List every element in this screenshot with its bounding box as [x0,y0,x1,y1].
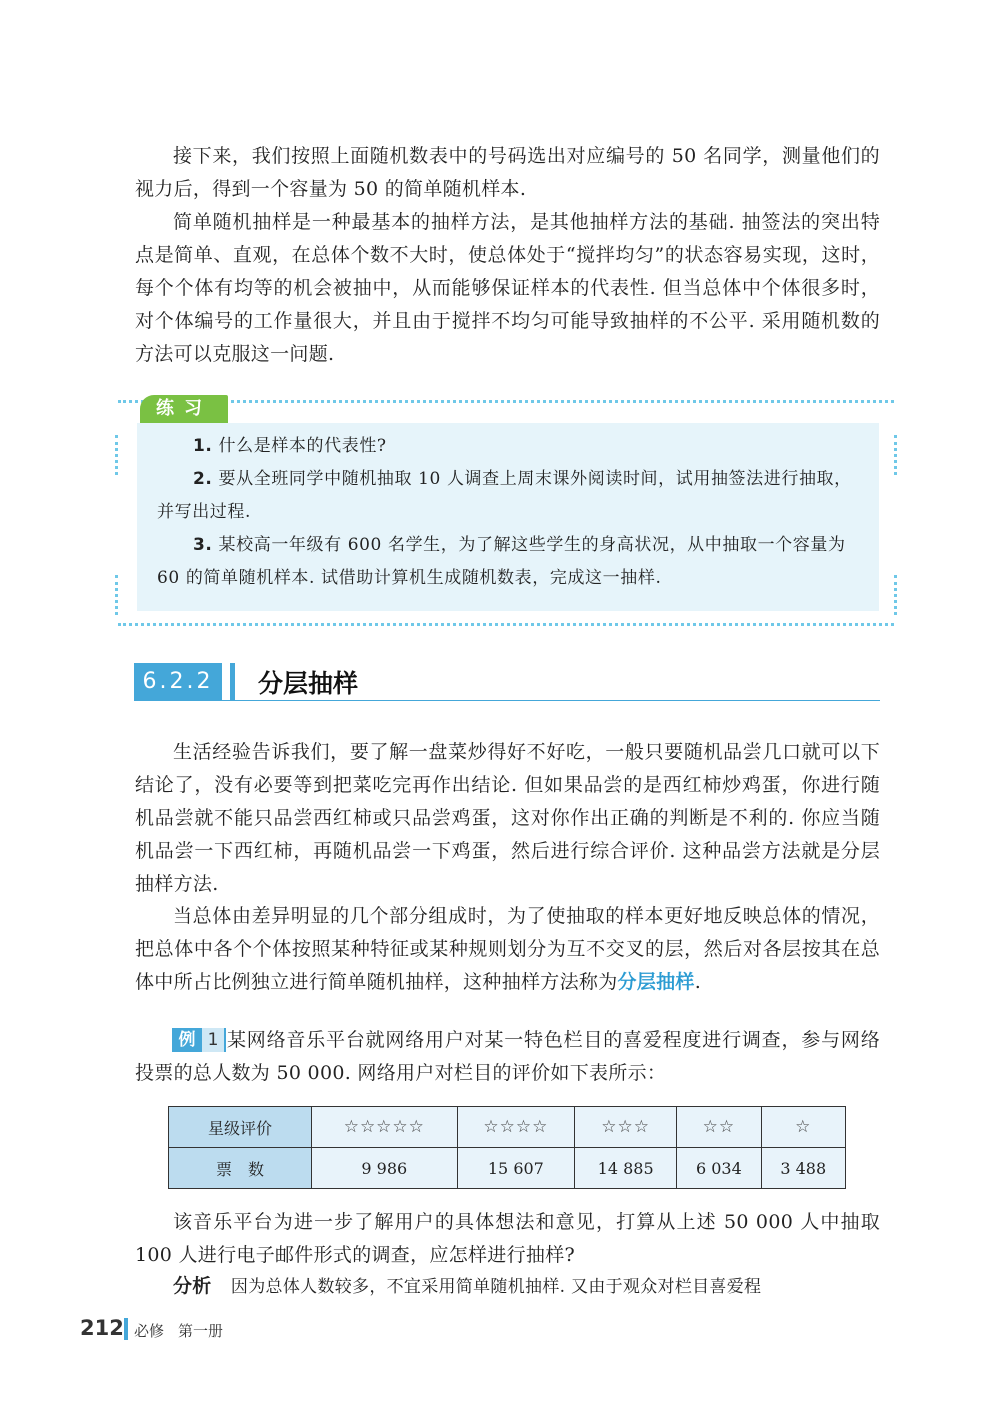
keyword-stratified-sampling: 分层抽样 [617,971,695,993]
section-underline [134,700,880,701]
table-cell-votes: 3 488 [761,1148,845,1189]
table-cell-votes: 15 607 [457,1148,575,1189]
table-row-votes [169,1148,846,1189]
table-cell-stars: ☆☆☆☆ [457,1107,575,1148]
exercise-tag: 练习 [140,395,228,423]
paragraph-analysis: 分析 因为总体人数较多，不宜采用简单随机抽样. 又由于观众对栏目喜爱程 [173,1275,762,1297]
rating-table [168,1106,846,1189]
exercise-item-1: 1. 什么是样本的代表性? [193,436,387,456]
table-header-votes: 票 数 [169,1148,312,1189]
exercise-item-3: 3. 某校高一年级有 600 名学生，为了解这些学生的身高状况，从中抽取一个容量为 60 的简单随机样本. 试借助计算机生成随机数表，完成这一抽样. [157,535,846,588]
section-divider [230,663,235,701]
footer-book: 必修 [134,1322,165,1340]
table-cell-stars: ☆ [761,1107,845,1148]
exercise-item-2: 2. 要从全班同学中随机抽取 10 人调查上周末课外阅读时间，试用抽签法进行抽取，并写出过程. [157,469,852,522]
paragraph-question: 该音乐平台为进一步了解用户的具体想法和意见，打算从上述 50 000 人中抽取 100 人进行电子邮件形式的调查，应怎样进行抽样? [135,1211,880,1266]
table-row-stars [169,1107,846,1148]
table-cell-stars: ☆☆☆☆☆ [312,1107,458,1148]
table-header-rating: 星级评价 [169,1107,312,1148]
paragraph-tasting-analogy: 生活经验告诉我们，要了解一盘菜炒得好不好吃，一般只要随机品尝几口就可以下结论了，没有必要等到把菜吃完再作出结论. 但如果品尝的是西红柿炒鸡蛋，你进行随机品尝就不能只品尝西红柿或只品尝鸡蛋，这对你作出正确的判断是不利的. 你应当随机品尝一下西红柿，再随机品尝一下鸡蛋，然后进行综合评价. 这种品尝方法就是分层抽样方法. [135,741,880,895]
analysis-label: 分析 [173,1275,212,1297]
paragraph-intro: 接下来，我们按照上面随机数表中的号码选出对应编号的 50 名同学，测量他们的视力后，得到一个容量为 50 的简单随机样本. [135,145,880,200]
footer-volume: 第一册 [178,1322,224,1340]
section-title: 分层抽样 [258,669,359,698]
table-cell-votes: 14 885 [575,1148,677,1189]
paragraph-simple-random-sampling: 简单随机抽样是一种最基本的抽样方法，是其他抽样方法的基础. 抽签法的突出特点是简单、直观，在总体个数不大时，使总体处于“搅拌均匀”的状态容易实现，这时，每个个体有均等的机会被抽中，从而能够保证样本的代表性. 但当总体中个体很多时，对个体编号的工作量很大，并且由于搅拌不均匀可能导致抽样的不公平. 采用随机数的方法可以克服这一问题. [135,211,880,365]
paragraph-stratified-definition: 当总体由差异明显的几个部分组成时，为了使抽取的样本更好地反映总体的情况，把总体中各个个体按照某种特征或某种规则划分为互不交叉的层，然后对各层按其在总体中所占比例独立进行简单随机抽样，这种抽样方法称为分层抽样. [135,905,880,993]
table-cell-votes: 6 034 [677,1148,761,1189]
example-label: 例 1 [172,1028,226,1052]
page-number: 212 [80,1316,124,1340]
table-cell-votes: 9 986 [312,1148,458,1189]
table-cell-stars: ☆☆☆ [575,1107,677,1148]
table-cell-stars: ☆☆ [677,1107,761,1148]
section-number: 6.2.2 [134,663,222,701]
footer-divider [124,1318,128,1340]
example-text: 某网络音乐平台就网络用户对某一特色栏目的喜爱程度进行调查，参与网络投票的总人数为 50 000. 网络用户对栏目的评价如下表所示： [135,1029,880,1084]
